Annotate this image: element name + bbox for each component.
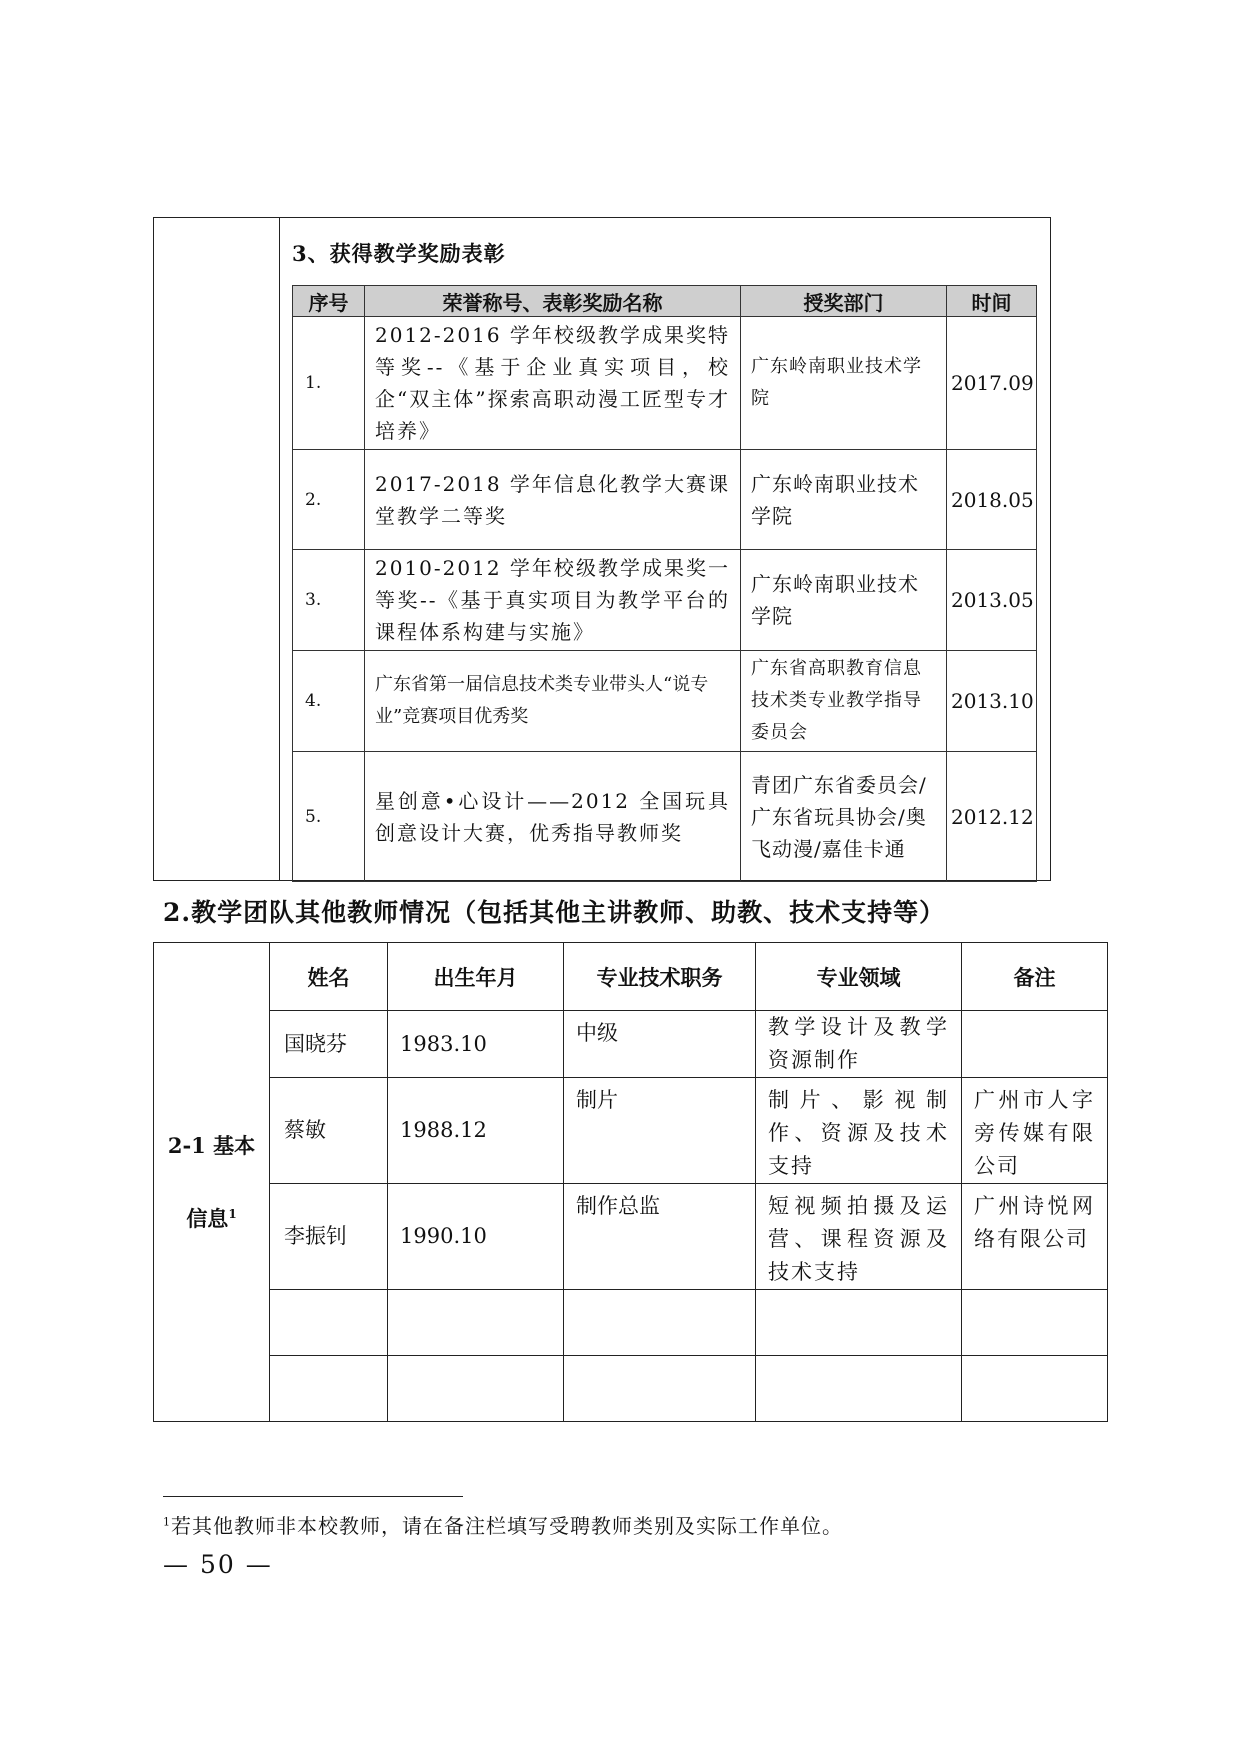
team-col-name: 姓名: [270, 943, 388, 1011]
table-row: [154, 1011, 1108, 1078]
member-name: 国晓芬: [270, 1011, 388, 1078]
award-dept: 广东岭南职业技术学院: [741, 550, 947, 651]
footnote-ref: 1: [228, 1206, 237, 1221]
member-name: 蔡敏: [270, 1078, 388, 1184]
awards-col-name: 荣誉称号、表彰奖励名称: [365, 286, 741, 317]
award-name: 2017-2018 学年信息化教学大赛课堂教学二等奖: [365, 450, 741, 550]
team-header-row: [154, 943, 1108, 1011]
member-birth: 1988.12: [388, 1078, 564, 1184]
footnote-marker: 1: [163, 1515, 171, 1529]
award-name: 2012-2016 学年校级教学成果奖特等奖--《基于企业真实项目，校企“双主体”探索高职动漫工匠型专才培养》: [365, 317, 741, 450]
member-birth: 1990.10: [388, 1184, 564, 1290]
member-note: 广州市人字旁传媒有限公司: [962, 1078, 1108, 1184]
member-field: 制片、影视制作、资源及技术支持: [756, 1078, 962, 1184]
member-title: 制片: [564, 1078, 756, 1184]
row-label-cell: [154, 943, 270, 1422]
team-table: [153, 942, 1108, 1422]
awards-table: [292, 285, 1037, 882]
member-field: 短视频拍摄及运营、课程资源及技术支持: [756, 1184, 962, 1290]
member-name: 李振钊: [270, 1184, 388, 1290]
award-index: 1.: [293, 317, 365, 450]
member-note: 广州诗悦网络有限公司: [962, 1184, 1108, 1290]
member-field: [756, 1290, 962, 1356]
award-name: 星创意•心设计——2012 全国玩具创意设计大赛，优秀指导教师奖: [365, 752, 741, 882]
table-row: [293, 651, 1037, 752]
award-dept: 广东岭南职业技术学院: [741, 317, 947, 450]
member-birth: [388, 1356, 564, 1422]
member-title: [564, 1290, 756, 1356]
team-col-title: 专业技术职务: [564, 943, 756, 1011]
member-name: [270, 1290, 388, 1356]
award-dept: 广东岭南职业技术学院: [741, 450, 947, 550]
member-name: [270, 1356, 388, 1422]
award-index: 5.: [293, 752, 365, 882]
team-col-note: 备注: [962, 943, 1108, 1011]
table-row: [293, 317, 1037, 450]
award-index: 3.: [293, 550, 365, 651]
table-row: [293, 450, 1037, 550]
member-note: [962, 1290, 1108, 1356]
award-time: 2018.05: [947, 450, 1037, 550]
table-row: [154, 1356, 1108, 1422]
award-time: 2017.09: [947, 317, 1037, 450]
award-time: 2013.10: [947, 651, 1037, 752]
team-section-heading: 2.教学团队其他教师情况（包括其他主讲教师、助教、技术支持等）: [163, 898, 946, 927]
footnote: [163, 1510, 843, 1539]
award-time: 2012.12: [947, 752, 1037, 882]
team-col-field: 专业领域: [756, 943, 962, 1011]
footnote-text: 若其他教师非本校教师，请在备注栏填写受聘教师类别及实际工作单位。: [171, 1514, 843, 1538]
award-name: 2010-2012 学年校级教学成果奖一等奖--《基于真实项目为教学平台的课程体系构建与实施》: [365, 550, 741, 651]
awards-heading: 3、获得教学奖励表彰: [292, 241, 506, 266]
row-label: 2-1 基本信息: [167, 1132, 256, 1231]
table-row: [293, 550, 1037, 651]
member-title: 制作总监: [564, 1184, 756, 1290]
member-field: 教学设计及教学资源制作: [756, 1011, 962, 1078]
awards-col-dept: 授奖部门: [741, 286, 947, 317]
member-title: 中级: [564, 1011, 756, 1078]
table-row: [154, 1078, 1108, 1184]
member-birth: 1983.10: [388, 1011, 564, 1078]
award-name: 广东省第一届信息技术类专业带头人“说专业”竞赛项目优秀奖: [365, 651, 741, 752]
member-birth: [388, 1290, 564, 1356]
awards-frame-divider: [279, 217, 280, 881]
award-time: 2013.05: [947, 550, 1037, 651]
member-field: [756, 1356, 962, 1422]
member-note: [962, 1356, 1108, 1422]
table-row: [154, 1184, 1108, 1290]
awards-col-index: 序号: [293, 286, 365, 317]
page-number: — 50 —: [163, 1550, 273, 1579]
table-row: [154, 1290, 1108, 1356]
footnote-divider: [163, 1496, 463, 1497]
award-dept: 青团广东省委员会/广东省玩具协会/奥飞动漫/嘉佳卡通: [741, 752, 947, 882]
awards-header-row: [293, 286, 1037, 317]
table-row: [293, 752, 1037, 882]
award-index: 4.: [293, 651, 365, 752]
member-title: [564, 1356, 756, 1422]
award-index: 2.: [293, 450, 365, 550]
team-col-birth: 出生年月: [388, 943, 564, 1011]
award-dept: 广东省高职教育信息技术类专业教学指导委员会: [741, 651, 947, 752]
awards-col-time: 时间: [947, 286, 1037, 317]
member-note: [962, 1011, 1108, 1078]
